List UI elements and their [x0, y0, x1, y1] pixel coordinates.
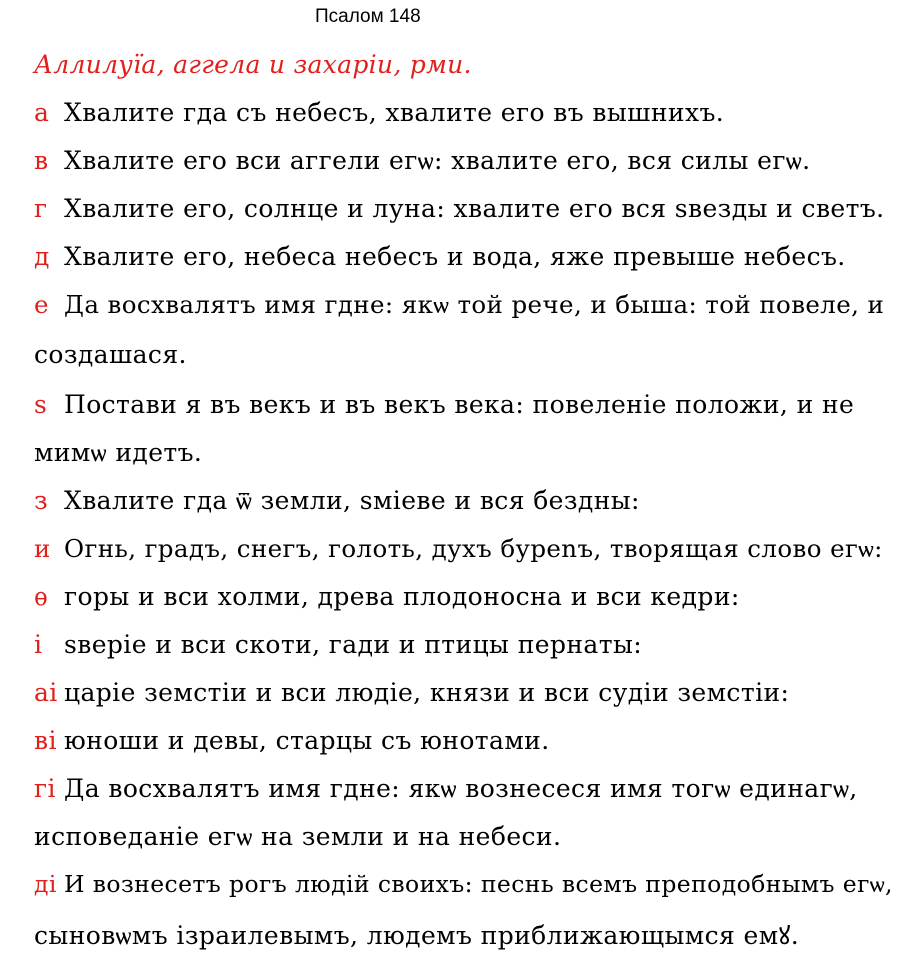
verse-text: Хвалите гда ѿ земли, ѕміеве и вся бездны:	[64, 486, 640, 515]
verse-line	[34, 194, 885, 223]
verse-number: е	[34, 290, 49, 319]
verse-line	[34, 242, 846, 271]
verse-text: Хвалите его, небеса небесъ и вода, яже превыше небесъ.	[64, 242, 846, 271]
page-title: Псалом 148	[315, 6, 421, 27]
verse-text: Да восхвалятъ имя гдне: якѡ вознесеся имя тогѡ единагѡ,	[64, 774, 858, 803]
verse-continuation-text: исповеданіе егѡ на земли и на небеси.	[34, 822, 562, 851]
verse-text: Хвалите его, солнце и луна: хвалите его вся ѕвезды и светъ.	[64, 194, 885, 223]
verse-text: Хвалите гда съ небесъ, хвалите его въ вышнихъ.	[64, 98, 725, 127]
verse-continuation	[34, 918, 799, 952]
verse-number: и	[34, 534, 51, 563]
verse-number: в	[34, 146, 49, 175]
verse-text: юноши и девы, старцы съ юнотами.	[64, 726, 550, 755]
verse-number: ѕ	[34, 390, 48, 419]
verse-text: горы и вси холми, древа плодоносна и вси кедри:	[64, 582, 740, 611]
verse-line	[34, 774, 858, 804]
verse-number: гі	[34, 774, 56, 803]
verse-number: д	[34, 242, 50, 271]
verse-continuation	[34, 822, 561, 852]
verse-line	[34, 678, 789, 707]
verse-text: ѕверіе и вси скоти, гади и птицы пернаты:	[64, 630, 643, 659]
verse-number: і	[34, 630, 43, 659]
verse-number: а	[34, 98, 50, 127]
verse-line	[34, 582, 740, 611]
verse-line	[34, 98, 724, 127]
verse-text: И вознесетъ рогъ людій своихъ: песнь всемъ преподобнымъ егѡ,	[64, 870, 893, 898]
verse-line	[34, 726, 550, 755]
verse-line	[34, 870, 893, 899]
verse-number: аі	[34, 678, 58, 707]
verse-text: Хвалите его вси аггели егѡ: хвалите его, вся силы егѡ.	[64, 146, 811, 175]
verse-text: Постави я въ векъ и въ векъ века: повеленіе положи, и не	[64, 390, 855, 419]
verse-number: г	[34, 194, 48, 223]
verse-line	[34, 630, 642, 659]
verse-line	[34, 534, 883, 564]
verse-continuation-text: сыновѡмъ ізраилевымъ, людемъ приближающымся емꙋ.	[34, 921, 800, 950]
verse-number: ві	[34, 726, 57, 755]
verse-text: царіе земстіи и вси людіе, князи и вси судіи земстіи:	[64, 678, 790, 707]
verse-number: ѳ	[34, 582, 49, 611]
verse-text: Огнь, градъ, снегъ, голоть, духъ бурenъ, творящая слово егѡ:	[64, 534, 883, 563]
verse-continuation-text: создашася.	[34, 340, 187, 369]
verse-text: Да восхвалятъ имя гдне: якѡ той рече, и быша: той повеле, и	[64, 290, 885, 319]
verse-number: з	[34, 486, 49, 515]
verse-line	[34, 146, 810, 176]
verse-line	[34, 486, 640, 516]
verse-line	[34, 390, 854, 419]
verse-continuation-text: мимѡ идетъ.	[34, 438, 203, 467]
verse-continuation	[34, 438, 202, 468]
verse-number: ді	[34, 870, 57, 898]
verse-continuation	[34, 340, 187, 369]
verse-line	[34, 290, 884, 320]
psalm-subtitle: Аллилуїа, аггела и захаріи, рми.	[34, 50, 472, 79]
